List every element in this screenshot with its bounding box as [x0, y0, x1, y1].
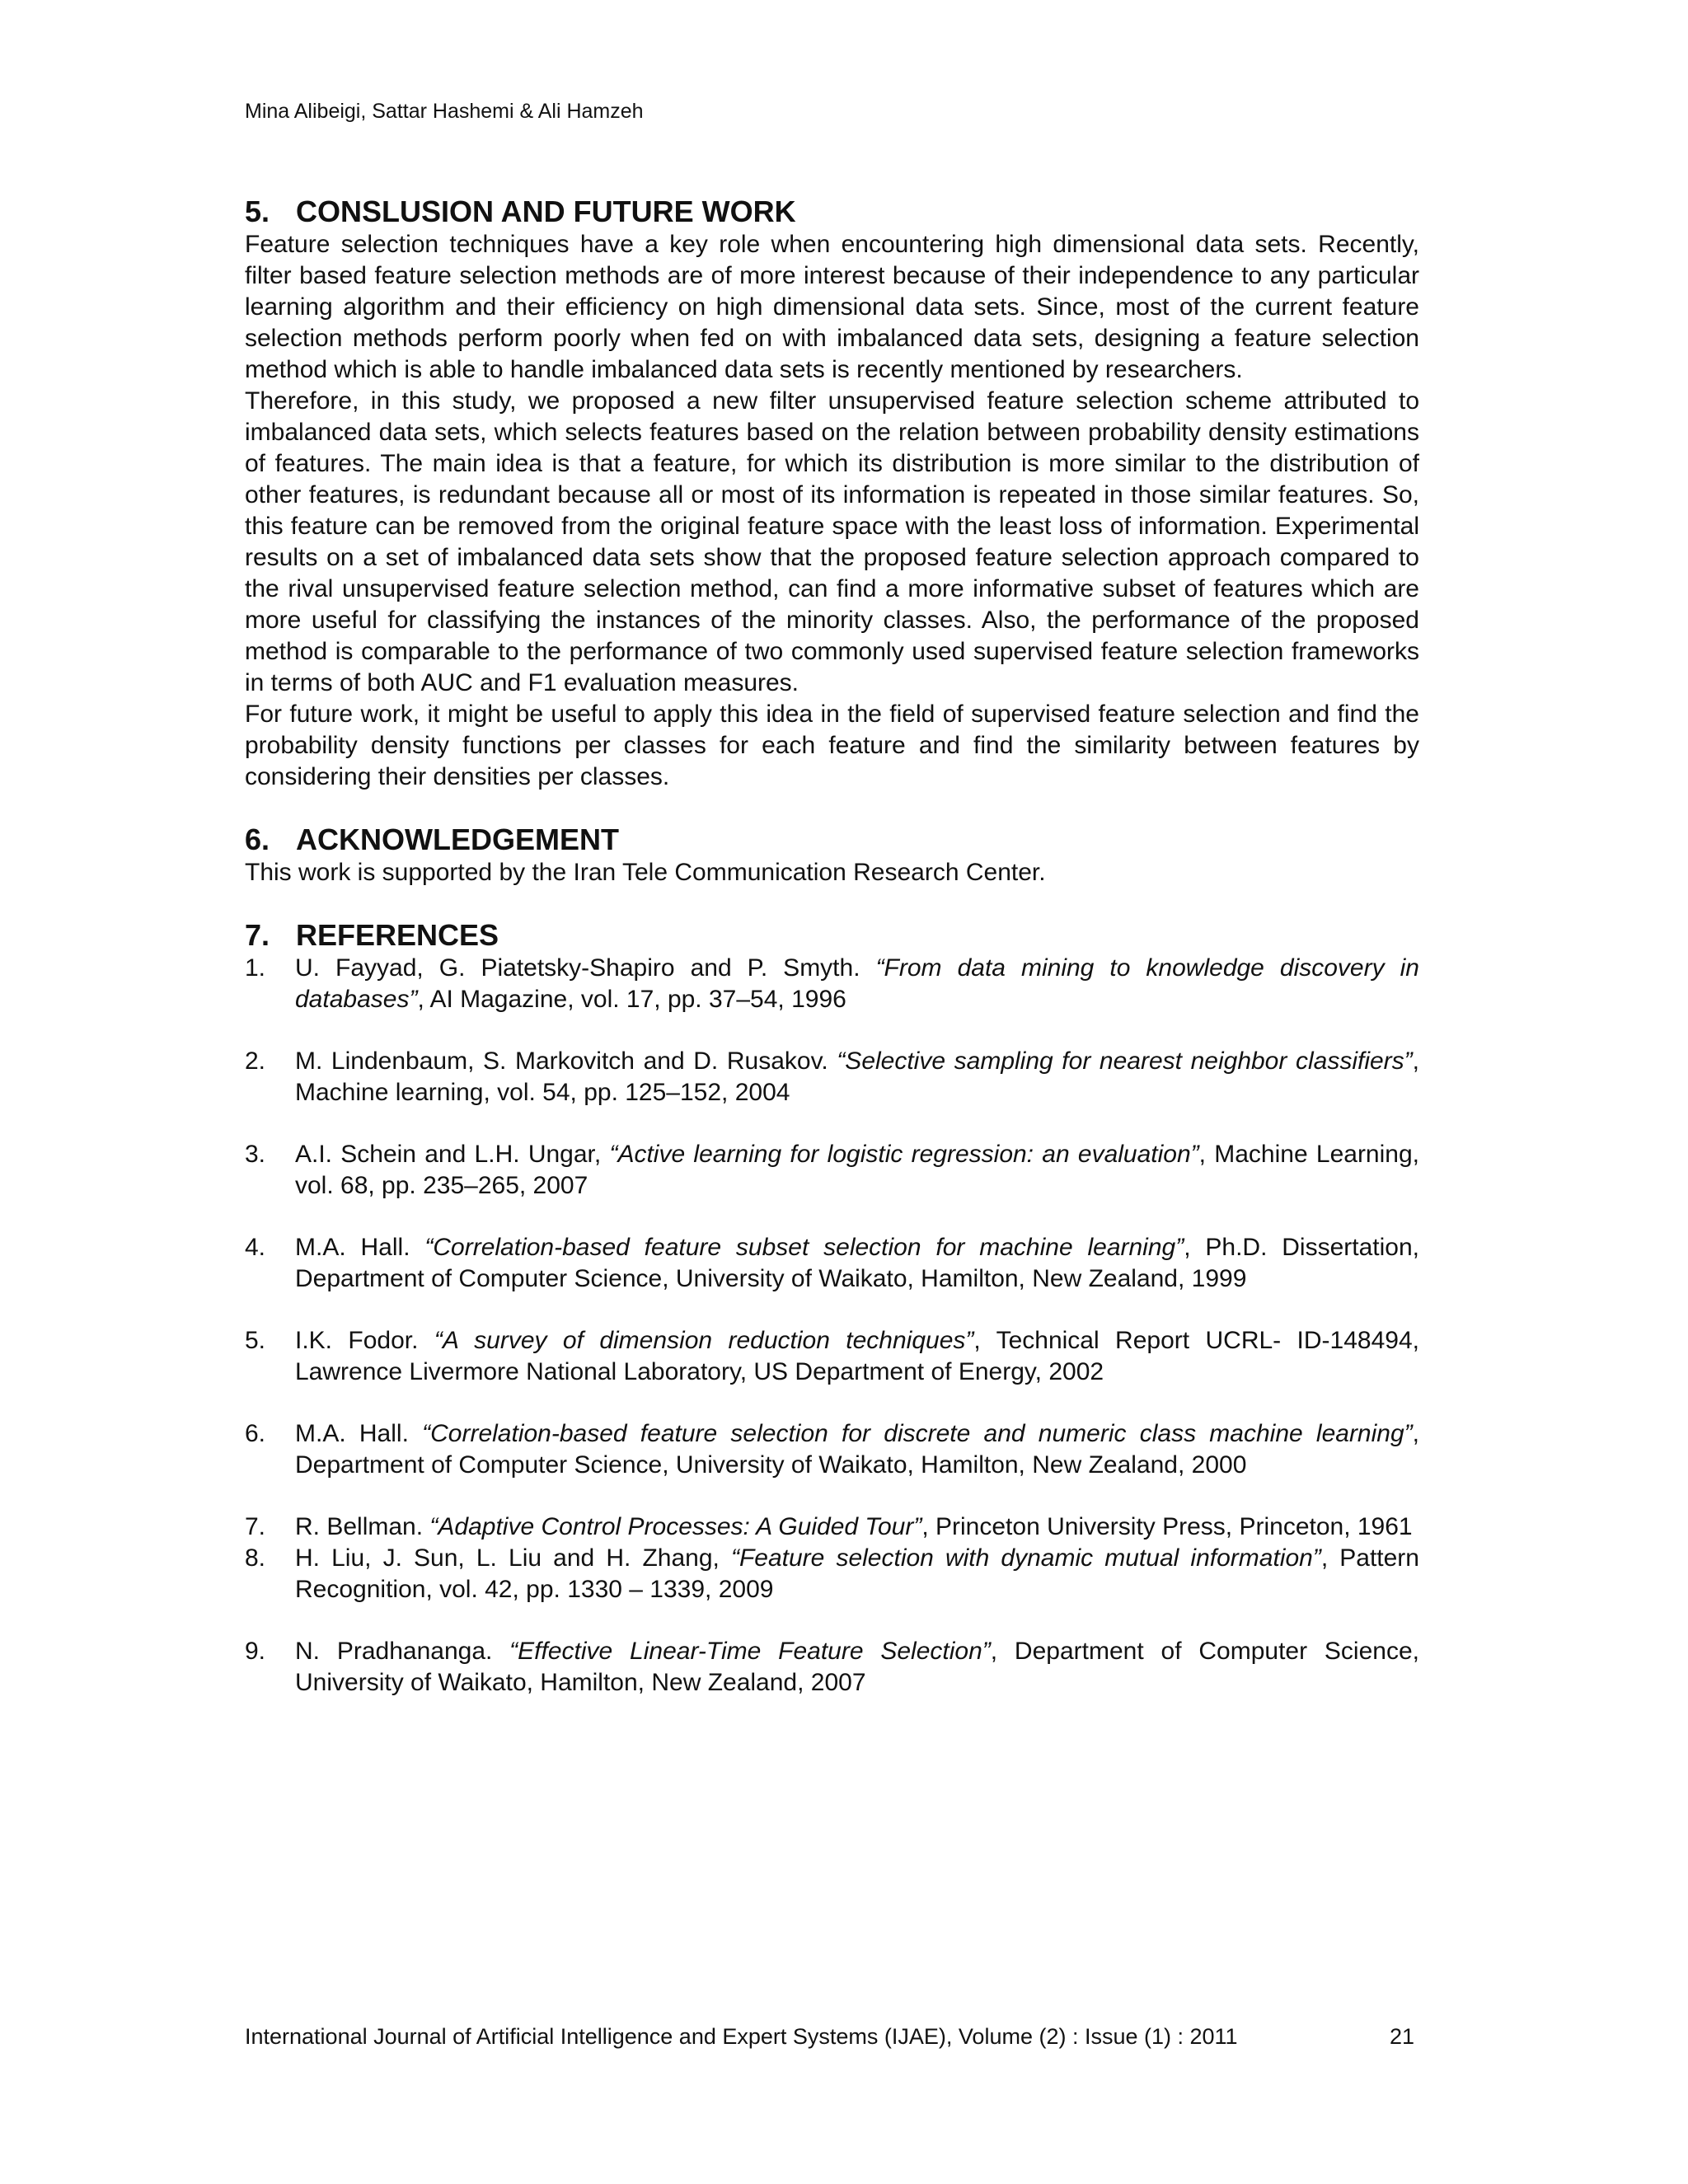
reference-title: “Active learning for logistic regression: an evaluation”	[609, 1141, 1199, 1168]
reference-source: , Department of Computer Science, University of Waikato, Hamilton, New Zealand, 2000	[295, 1420, 1419, 1479]
reference-source: , Pattern Recognition, vol. 42, pp. 1330 – 1339, 2009	[295, 1544, 1419, 1603]
reference-number: 5.	[245, 1327, 266, 1354]
reference-authors: M.A. Hall.	[295, 1234, 425, 1261]
reference-number: 1.	[245, 954, 266, 982]
reference-title: “A survey of dimension reduction techniques”	[434, 1327, 974, 1354]
reference-body	[295, 1418, 1419, 1481]
reference-item	[245, 1046, 1419, 1108]
section-heading-conclusion	[245, 194, 1419, 229]
reference-number: 2.	[245, 1047, 266, 1075]
page-number: 21	[1389, 2024, 1414, 2049]
reference-authors: A.I. Schein and L.H. Ungar,	[295, 1141, 610, 1168]
reference-body	[295, 1325, 1419, 1388]
reference-item	[245, 953, 1419, 1015]
section-number: 5.	[245, 194, 270, 228]
journal-citation: International Journal of Artificial Intelligence and Expert Systems (IJAE), Volume (2) : Issue (1) : 2011	[245, 2024, 1238, 2049]
reference-title: “Selective sampling for nearest neighbor classifiers”	[837, 1047, 1413, 1075]
reference-source: , Princeton University Press, Princeton, 1961	[921, 1513, 1413, 1540]
reference-item	[245, 1139, 1419, 1202]
section-title: REFERENCES	[296, 918, 499, 952]
running-head: Mina Alibeigi, Sattar Hashemi & Ali Hamzeh	[245, 100, 644, 123]
reference-source: , Ph.D. Dissertation, Department of Computer Science, University of Waikato, Hamilton, New Zealand, 1999	[295, 1234, 1419, 1292]
reference-body	[295, 1232, 1419, 1295]
section-title: ACKNOWLEDGEMENT	[296, 823, 619, 856]
reference-source: , Machine learning, vol. 54, pp. 125–152, 2004	[295, 1047, 1419, 1106]
reference-source: , Machine Learning, vol. 68, pp. 235–265, 2007	[295, 1141, 1419, 1199]
reference-item	[245, 1232, 1419, 1295]
reference-source: , Department of Computer Science, University of Waikato, Hamilton, New Zealand, 2007	[295, 1638, 1419, 1696]
conclusion-paragraph-1: Feature selection techniques have a key role when encountering high dimensional data sets. Recently, filter based feature selection methods are of more interest because of their independence to any particular learning algorithm and their efficiency on high dimensional data sets. Since, most of the current feature selection methods perform poorly when fed on with imbalanced data sets, designing a feature selection method which is able to handle imbalanced data sets is recently mentioned by researchers.	[245, 231, 1419, 383]
reference-body	[295, 1636, 1419, 1699]
reference-body	[295, 1511, 1419, 1543]
reference-body	[295, 953, 1419, 1015]
reference-authors: U. Fayyad, G. Piatetsky-Shapiro and P. Smyth.	[295, 954, 876, 982]
reference-authors: N. Pradhananga.	[295, 1638, 510, 1665]
section-number: 6.	[245, 823, 270, 856]
reference-title: “Feature selection with dynamic mutual information”	[730, 1544, 1321, 1572]
page-footer	[245, 2022, 1419, 2050]
reference-authors: M. Lindenbaum, S. Markovitch and D. Rusakov.	[295, 1047, 837, 1075]
section-heading-acknowledgement	[245, 823, 1419, 857]
section-heading-references	[245, 918, 1419, 953]
section-title: CONSLUSION AND FUTURE WORK	[296, 194, 796, 228]
reference-title: “Correlation-based feature selection for discrete and numeric class machine learning”	[422, 1420, 1413, 1447]
reference-item	[245, 1543, 1419, 1605]
reference-number: 7.	[245, 1513, 266, 1540]
conclusion-paragraph-2: Therefore, in this study, we proposed a new filter unsupervised feature selection scheme attributed to imbalanced data sets, which selects features based on the relation between probability density estimations of features. The main idea is that a feature, for which its distribution is more similar to the distribution of other features, is redundant because all or most of its information is repeated in those similar features. So, this feature can be removed from the original feature space with the least loss of information. Experimental results on a set of imbalanced data sets show that the proposed feature selection approach compared to the rival unsupervised feature selection method, can find a more informative subset of features which are more useful for classifying the instances of the minority classes. Also, the performance of the proposed method is comparable to the performance of two commonly used supervised feature selection frameworks in terms of both AUC and F1 evaluation measures.	[245, 387, 1419, 696]
reference-number: 3.	[245, 1141, 266, 1168]
reference-body	[295, 1046, 1419, 1108]
reference-title: “Adaptive Control Processes: A Guided Tour”	[429, 1513, 922, 1540]
acknowledgement-text: This work is supported by the Iran Tele Communication Research Center.	[245, 859, 1046, 886]
reference-item	[245, 1325, 1419, 1388]
conclusion-paragraph-3: For future work, it might be useful to apply this idea in the field of supervised feature selection and find the probability density functions per classes for each feature and find the similarity between features by considering their densities per classes.	[245, 701, 1419, 790]
reference-title: “From data mining to knowledge discovery in databases”	[295, 954, 1419, 1013]
reference-body	[295, 1139, 1419, 1202]
reference-number: 6.	[245, 1420, 266, 1447]
reference-title: “Effective Linear-Time Feature Selection”	[509, 1638, 991, 1665]
reference-number: 8.	[245, 1544, 266, 1572]
section-number: 7.	[245, 918, 270, 952]
page-content	[245, 194, 1419, 1699]
reference-item	[245, 1511, 1419, 1543]
reference-authors: I.K. Fodor.	[295, 1327, 434, 1354]
reference-item	[245, 1418, 1419, 1481]
reference-authors: R. Bellman.	[295, 1513, 430, 1540]
reference-number: 9.	[245, 1638, 266, 1665]
reference-number: 4.	[245, 1234, 266, 1261]
reference-item	[245, 1636, 1419, 1699]
reference-authors: H. Liu, J. Sun, L. Liu and H. Zhang,	[295, 1544, 731, 1572]
reference-source: , AI Magazine, vol. 17, pp. 37–54, 1996	[417, 986, 846, 1013]
paper-page	[245, 0, 1419, 2184]
reference-body	[295, 1543, 1419, 1605]
reference-source: , Technical Report UCRL- ID-148494, Lawrence Livermore National Laboratory, US Department of Energy, 2002	[295, 1327, 1419, 1385]
reference-authors: M.A. Hall.	[295, 1420, 423, 1447]
reference-title: “Correlation-based feature subset selection for machine learning”	[424, 1234, 1184, 1261]
